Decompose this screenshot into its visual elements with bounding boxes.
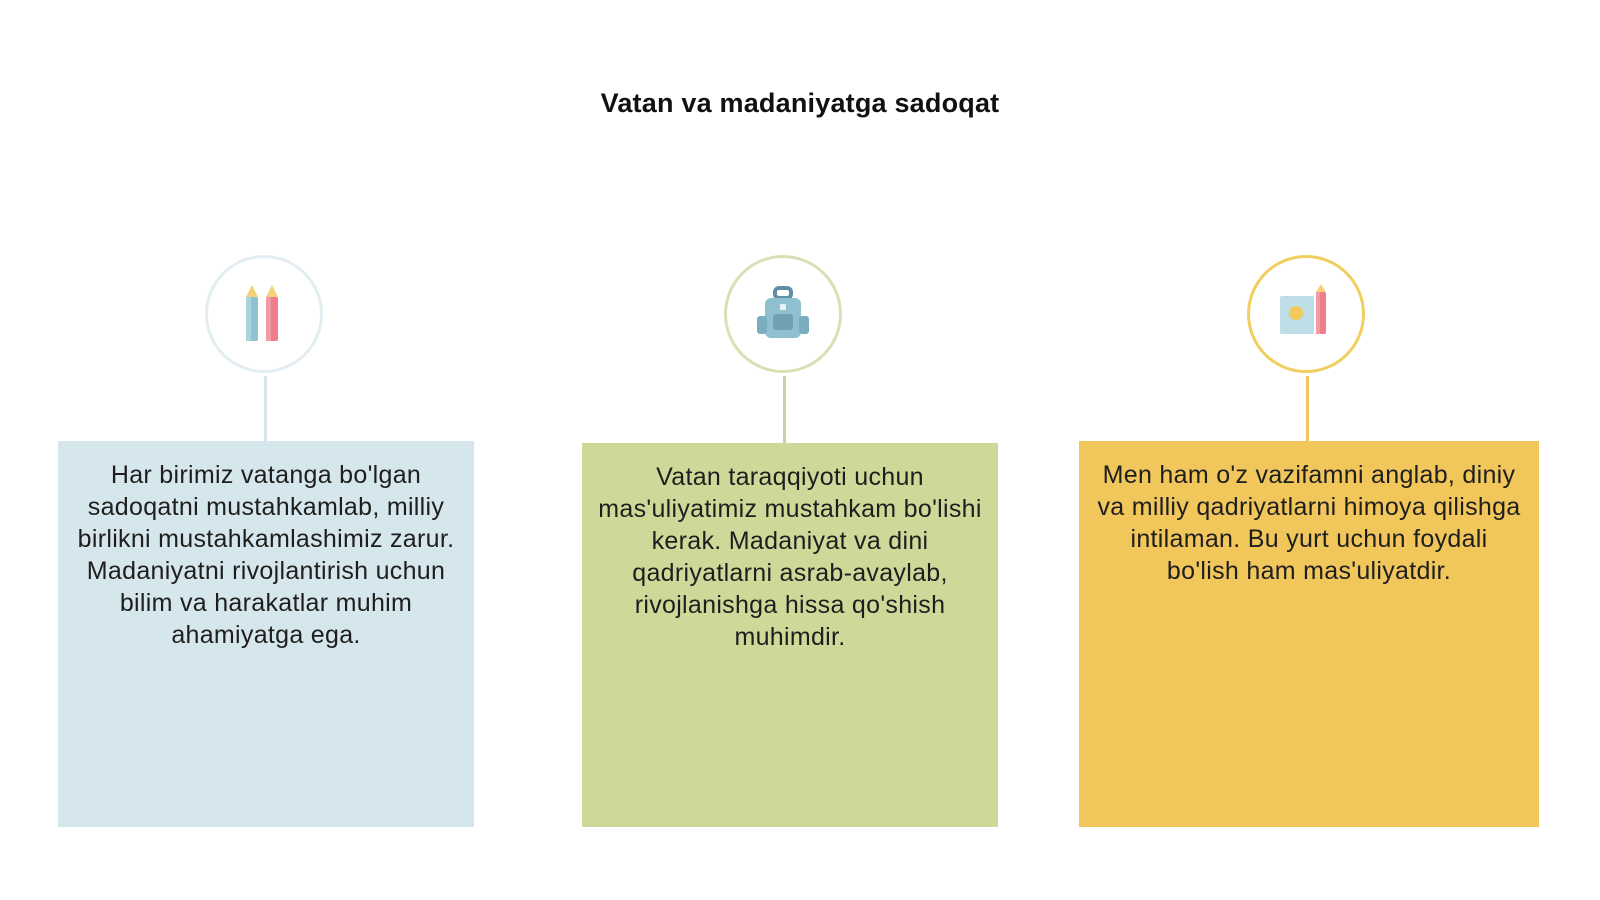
- pencils-icon: [234, 279, 294, 349]
- drawing-pencil-icon: [1274, 282, 1338, 346]
- card-text-3: Men ham o'z vazifamni anglab, diniy va milliy qadriyatlarni himoya qilishga intilaman. Bu yurt uchun foydali bo'lish ham mas'uliyatdir.: [1097, 461, 1521, 585]
- pencils-icon-circle: [205, 255, 323, 373]
- connector-line-3: [1306, 376, 1309, 442]
- info-card-1: [58, 441, 474, 827]
- card-text-2: Vatan taraqqiyoti uchun mas'uliyatimiz mustahkam bo'lishi kerak. Madaniyat va dini qadriyatlarni asrab-avaylab, rivojlanishga hissa qo'shish muhimdir.: [598, 463, 982, 651]
- backpack-icon: [751, 282, 815, 346]
- info-card-3: [1079, 441, 1539, 827]
- drawing-icon-circle: [1247, 255, 1365, 373]
- connector-line-2: [783, 376, 786, 444]
- info-card-2: [582, 443, 998, 827]
- card-text-1: Har birimiz vatanga bo'lgan sadoqatni mustahkamlab, milliy birlikni mustahkamlashimiz zarur. Madaniyatni rivojlantirish uchun bilim va harakatlar muhim ahamiyatga ega.: [77, 461, 455, 649]
- connector-line-1: [264, 376, 267, 442]
- page-title: Vatan va madaniyatga sadoqat: [600, 88, 1000, 118]
- backpack-icon-circle: [724, 255, 842, 373]
